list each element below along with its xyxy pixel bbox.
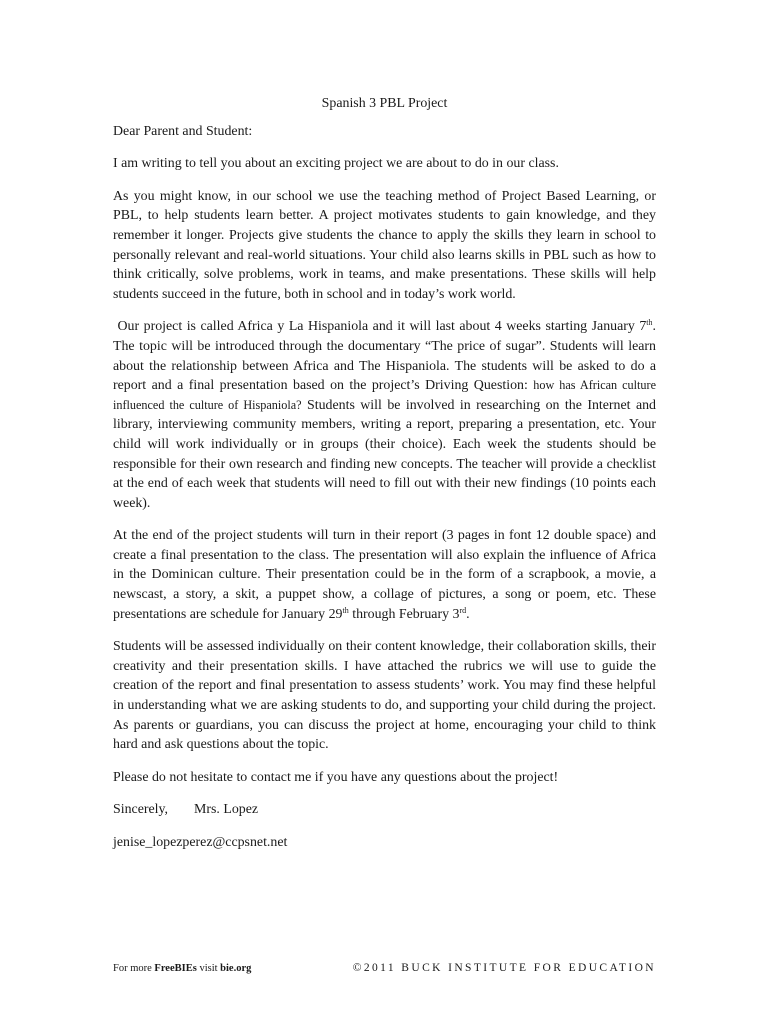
- footer-freebies: For more FreeBIEs visit bie.org: [113, 963, 252, 974]
- superscript-th-2: th: [342, 605, 349, 615]
- signature-line: [113, 800, 656, 820]
- driving-question: how has African culture influenced the culture of Hispaniola?: [113, 378, 656, 412]
- superscript-th: th: [646, 318, 653, 328]
- end-paragraph: [113, 526, 656, 624]
- email-address: jenise_lopezperez@ccpsnet.net: [113, 835, 288, 850]
- closing: Sincerely,: [113, 802, 169, 818]
- end-text-2: through February 3: [348, 606, 460, 622]
- project-text-1: Our project is called Africa y La Hispaniola and it will last about 4 weeks starting January 7: [113, 319, 647, 335]
- end-text-3: .: [466, 606, 470, 622]
- project-text-2: . The topic will be introduced through the documentary “The price of sugar”. Students will learn about the relationship between Africa and The Hispaniola. The students will be asked to do a report and a final presentation based on the project’s Driving Question:: [113, 319, 656, 394]
- pbl-paragraph: As you might know, in our school we use the teaching method of Project Based Learning, or PBL, to help students learn better. A project motivates students to gain knowledge, and they remember it longer. Projects give students the chance to apply the skills they learn in school to personally relevant and real-world situations. Your child also learns skills in PBL such as how to think critically, solve problems, work in teams, and make presentations. These skills will help students succeed in the future, both in school and in today’s work world.: [113, 188, 656, 302]
- salutation: Dear Parent and Student:: [113, 123, 253, 139]
- intro-paragraph: I am writing to tell you about an exciting project we are about to do in our class.: [113, 156, 559, 172]
- document-title: Spanish 3 PBL Project: [321, 96, 448, 111]
- footer-site-link[interactable]: bie.org: [220, 963, 252, 974]
- contact-paragraph: Please do not hesitate to contact me if you have any questions about the project!: [113, 769, 559, 785]
- footer-copyright: ©2011 BUCK INSTITUTE FOR EDUCATION: [352, 962, 656, 974]
- assessment-paragraph: Students will be assessed individually on their content knowledge, their collaboration skills, their creativity and their presentation skills. I have attached the rubrics we will use to guide the creation of the report and final presentation to assess students’ work. You may find these helpful in understanding what we are asking students to do, and supporting your child during the project. As parents or guardians, you can discuss the project at home, encouraging your child to think hard and ask questions about the topic.: [113, 639, 656, 753]
- superscript-rd: rd: [459, 605, 467, 615]
- page-footer: [113, 962, 656, 974]
- letter-body: [113, 94, 656, 866]
- project-paragraph: [113, 317, 656, 513]
- footer-freebies-bold: FreeBIEs: [154, 963, 197, 974]
- project-text-3: Students will be involved in researching on the Internet and library, interviewing community members, writing a report, preparing a presentation, etc. Your child will work individually or in groups (their choice). Each week the students should be responsible for their own research and finding new concepts. The teacher will provide a checklist at the end of each week that students will need to fill out with their new findings (10 points each week).: [113, 397, 656, 511]
- end-text-1: At the end of the project students will turn in their report (3 pages in font 12 double space) and create a final presentation to the class. The presentation will also explain the influence of Africa in the Dominican culture. Their presentation could be in the form of a scrapbook, a movie, a newscast, a story, a skit, a puppet show, a collage of pictures, a song or poem, etc. These presentations are schedule for January 29: [113, 528, 656, 622]
- signer-name: Mrs. Lopez: [194, 802, 259, 818]
